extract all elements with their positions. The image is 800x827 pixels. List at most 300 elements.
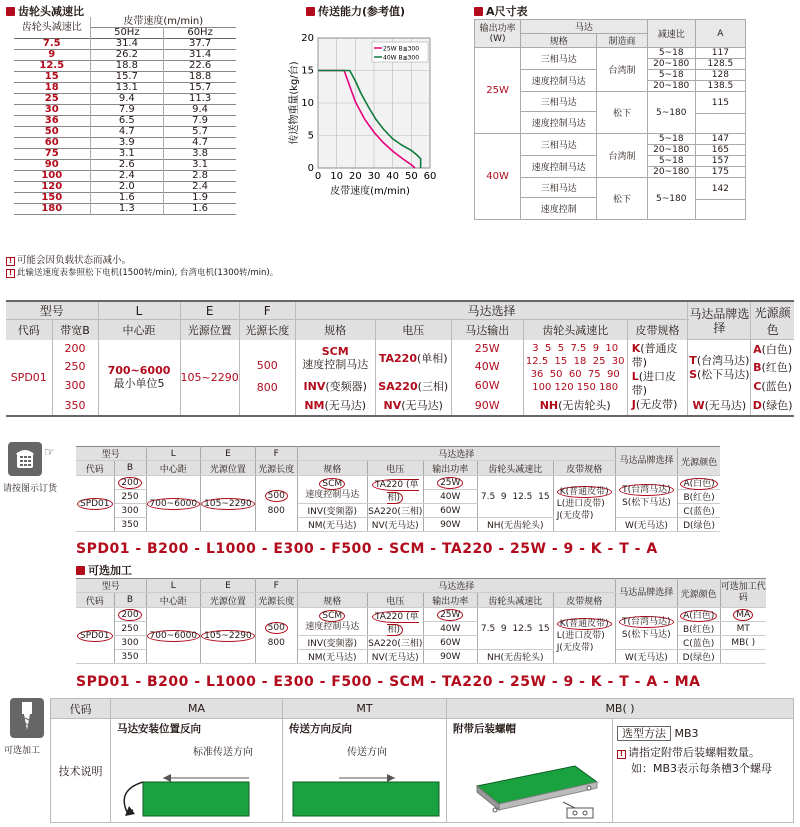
spec-three-phase: 三相马达 bbox=[521, 134, 597, 156]
example-volt: SA220(三相) bbox=[367, 504, 423, 518]
header-code: 代码 bbox=[76, 461, 114, 476]
gear-row bbox=[14, 105, 236, 116]
example-belt-selected: K(普通皮带) bbox=[557, 486, 612, 498]
width-value: 200 bbox=[52, 340, 98, 358]
header-e: E bbox=[180, 301, 239, 320]
gear-ratio: 90 bbox=[14, 160, 90, 171]
belt-speed: 18.8 bbox=[90, 61, 164, 72]
mb-info-cell bbox=[613, 719, 794, 823]
header-l: L bbox=[146, 447, 201, 461]
x-tick-label: 30 bbox=[367, 171, 381, 182]
belt-speed: 31.4 bbox=[90, 39, 164, 50]
maker-taiwan: 台湾制 bbox=[597, 48, 647, 92]
example-output: 40W bbox=[423, 490, 477, 504]
optional-code: MB( ) bbox=[720, 636, 766, 650]
example-width-selected: 200 bbox=[118, 609, 141, 621]
belt-speed: 26.2 bbox=[90, 50, 164, 61]
ratio-row: 3 5 5 7.5 9 10 bbox=[532, 342, 619, 354]
header-f: F bbox=[255, 447, 297, 461]
legend-label: 25W B≦300 bbox=[383, 45, 420, 53]
warning-icon: ! bbox=[617, 750, 626, 759]
model-code: SPD01 bbox=[6, 340, 52, 416]
drill-icon bbox=[10, 698, 44, 738]
gear-ratio: 25 bbox=[14, 94, 90, 105]
gear-ratio: 12.5 bbox=[14, 61, 90, 72]
gear-ratio: 36 bbox=[14, 116, 90, 127]
belt-speed: 5.7 bbox=[192, 126, 209, 138]
belt-speed: 1.6 bbox=[192, 203, 209, 215]
example-l: 700~6000 bbox=[147, 498, 201, 510]
belt-l-desc: (进口皮带) bbox=[631, 370, 677, 397]
header-optional-code: 可选加工代码 bbox=[720, 579, 766, 608]
a-value: 128.5 bbox=[695, 59, 745, 70]
header-f: F bbox=[255, 579, 297, 593]
example-spec: INV(变频器) bbox=[297, 636, 367, 650]
belt-speed: 1.9 bbox=[192, 192, 209, 204]
header-e: E bbox=[201, 447, 256, 461]
x-tick-label: 20 bbox=[348, 171, 362, 182]
gear-ratio: 18 bbox=[14, 83, 90, 94]
belt-speed: 2.4 bbox=[90, 171, 164, 182]
example-width: 250 bbox=[114, 490, 146, 504]
width-value: 350 bbox=[52, 396, 98, 416]
belt-speed: 1.3 bbox=[90, 204, 164, 215]
belt-speed: 37.7 bbox=[188, 38, 212, 50]
example-color: D(绿色) bbox=[678, 518, 720, 532]
process-table bbox=[50, 698, 794, 823]
header-volt: 电压 bbox=[375, 320, 451, 340]
header-spec: 规格 bbox=[521, 34, 597, 48]
square-bullet-icon bbox=[76, 566, 85, 575]
gear-ratio: 75 bbox=[14, 149, 90, 160]
spec-scm: SCM bbox=[321, 344, 349, 358]
example-ratio: 7.5 9 12.5 15 bbox=[480, 491, 550, 502]
optional-code-selected: MA bbox=[733, 609, 753, 621]
gear-row bbox=[14, 182, 236, 193]
y-tick-label: 5 bbox=[307, 130, 314, 142]
example-belt: J(无皮带) bbox=[556, 510, 594, 521]
ratio: 20~180 bbox=[647, 167, 695, 178]
example-table bbox=[76, 446, 720, 532]
example-output-selected: 25W bbox=[437, 609, 463, 621]
spec-speed-control: 速度控制马达 bbox=[521, 70, 597, 92]
gear-row bbox=[14, 94, 236, 105]
ma-title: 马达安装位置反向 bbox=[117, 723, 201, 735]
volt-sa-desc: (三相) bbox=[417, 379, 449, 393]
gear-note-1 bbox=[6, 252, 131, 266]
example-ratio-nh: NH(无齿轮头) bbox=[477, 650, 553, 664]
header-center: 中心距 bbox=[146, 461, 201, 476]
header-center: 中心距 bbox=[146, 593, 201, 608]
belt-speed: 1.6 bbox=[90, 193, 164, 204]
example-spec: INV(变频器) bbox=[297, 504, 367, 518]
ratio: 5~180 bbox=[647, 92, 695, 134]
color-code: D bbox=[752, 399, 762, 412]
brand-t-desc: (台湾马达) bbox=[696, 353, 750, 367]
example-output-selected: 25W bbox=[437, 477, 463, 489]
example-output: 90W bbox=[423, 650, 477, 664]
header-l: L bbox=[146, 579, 201, 593]
example-belt-selected: K(普通皮带) bbox=[557, 618, 612, 630]
x-tick-label: 40 bbox=[386, 171, 400, 182]
example-spec-desc: 速度控制马达 bbox=[305, 489, 360, 500]
output-value: 60W bbox=[451, 376, 523, 396]
a-value: 175 bbox=[695, 167, 745, 178]
color-desc: (蓝色) bbox=[761, 379, 792, 393]
example-width: 300 bbox=[114, 636, 146, 650]
mb-title: 附带后装螺帽 bbox=[453, 723, 516, 735]
volt-sa: SA220 bbox=[378, 379, 418, 393]
ratio-row: 36 50 60 75 90 bbox=[530, 368, 620, 380]
spec-nm-desc: (无马达) bbox=[324, 399, 367, 412]
ratio-row: 100 120 150 180 bbox=[532, 381, 619, 393]
gear-ratio: 150 bbox=[14, 193, 90, 204]
color-code: B bbox=[753, 360, 762, 374]
header-model: 型号 bbox=[76, 447, 146, 461]
example-width: 250 bbox=[114, 622, 146, 636]
gear-note2-text: 此输送速度表参照松下电机(1500转/min), 台湾电机(1300转/min)。 bbox=[17, 268, 279, 278]
ratio-nh-desc: (无齿轮头) bbox=[558, 399, 611, 412]
header-speed: 皮带速度(m/min) bbox=[123, 16, 204, 28]
l-range: 700~6000 bbox=[107, 364, 171, 377]
width-value: 250 bbox=[52, 358, 98, 376]
mt-cell bbox=[283, 719, 447, 823]
phone-icon bbox=[8, 442, 42, 476]
x-tick-label: 10 bbox=[330, 171, 344, 182]
y-tick-label: 10 bbox=[301, 98, 314, 109]
example-volt: SA220(三相) bbox=[367, 636, 423, 650]
a-value: 117 bbox=[695, 48, 745, 59]
example-code: SPD01 bbox=[77, 498, 113, 510]
example-volt: NV(无马达) bbox=[367, 650, 423, 664]
gear-ratio: 120 bbox=[14, 182, 90, 193]
example-spec-desc: 速度控制马达 bbox=[305, 621, 360, 632]
spec-three-phase: 三相马达 bbox=[521, 178, 597, 198]
header-brand: 马达品牌选择 bbox=[615, 579, 677, 608]
ratio-nh: NH bbox=[539, 399, 559, 412]
header-volt: 电压 bbox=[367, 593, 423, 608]
header-ma: MA bbox=[111, 699, 283, 719]
header-50hz: 50Hz bbox=[90, 28, 164, 39]
belt-speed: 4.7 bbox=[90, 127, 164, 138]
output-value: 25W bbox=[451, 340, 523, 358]
example-brand: W(无马达) bbox=[615, 518, 677, 532]
example-color: B(红色) bbox=[678, 490, 720, 504]
belt-speed: 2.8 bbox=[192, 170, 209, 182]
example-output: 60W bbox=[423, 504, 477, 518]
ratio: 5~18 bbox=[647, 134, 695, 145]
example-ratio: 7.5 9 12.5 15 bbox=[480, 623, 550, 634]
header-power: 输出功率(W) bbox=[475, 20, 521, 48]
capacity-title: 传送能力(参考值) bbox=[318, 5, 406, 18]
gear-ratio: 9 bbox=[14, 50, 90, 61]
ratio: 5~18 bbox=[647, 156, 695, 167]
optional-code: MT bbox=[720, 622, 766, 636]
header-ratio: 减速比 bbox=[647, 20, 695, 48]
example-e: 105~2290 bbox=[201, 498, 255, 510]
belt-speed: 7.9 bbox=[90, 105, 164, 116]
belt-speed: 18.8 bbox=[188, 71, 212, 83]
header-model: 型号 bbox=[76, 579, 146, 593]
spec-speed-control: 速度控制马达 bbox=[521, 112, 597, 134]
y-tick-label: 0 bbox=[307, 163, 314, 174]
header-light-pos: 光源位置 bbox=[180, 320, 239, 340]
belt-speed: 2.0 bbox=[90, 182, 164, 193]
size-table bbox=[474, 19, 746, 220]
header-b: B bbox=[114, 461, 146, 476]
mt-title: 传送方向反向 bbox=[289, 723, 352, 735]
f-value: 800 bbox=[256, 381, 278, 394]
header-volt: 电压 bbox=[367, 461, 423, 476]
example-volt-selected: TA220 (单相) bbox=[372, 611, 419, 636]
belt-speed: 15.7 bbox=[90, 72, 164, 83]
gear-row bbox=[14, 50, 236, 61]
example-brand: W(无马达) bbox=[615, 650, 677, 664]
maker-panasonic: 松下 bbox=[597, 92, 647, 134]
header-width: 带宽B bbox=[52, 320, 98, 340]
example-brand: S(松下马达) bbox=[622, 497, 671, 508]
example-code-line: SPD01 - B200 - L1000 - E300 - F500 - SCM - TA220 - 25W - 9 - K - T - A bbox=[76, 541, 658, 557]
header-b: B bbox=[114, 593, 146, 608]
main-spec-table bbox=[6, 300, 794, 417]
belt-speed: 6.5 bbox=[90, 116, 164, 127]
header-motor-select: 马达选择 bbox=[297, 579, 615, 593]
brand-t: T bbox=[689, 353, 697, 367]
header-mb: MB( ) bbox=[447, 699, 794, 719]
e-range: 105~2290 bbox=[180, 340, 239, 416]
belt-k-desc: (普通皮带) bbox=[631, 342, 678, 369]
example-volt-selected: TA220 (单相) bbox=[372, 479, 419, 504]
optional-table bbox=[76, 578, 766, 664]
capacity-chart bbox=[282, 18, 442, 208]
example-output: 90W bbox=[423, 518, 477, 532]
belt-j: J bbox=[631, 398, 636, 411]
output-value: 40W bbox=[451, 358, 523, 376]
example-color-selected: A(白色) bbox=[680, 478, 717, 490]
a-value: 115 bbox=[695, 92, 745, 114]
brand-w-desc: (无马达) bbox=[704, 399, 747, 412]
example-belt: J(无皮带) bbox=[556, 642, 594, 653]
spec-inv: INV bbox=[303, 379, 326, 393]
belt-speed: 22.6 bbox=[188, 60, 212, 72]
width-value: 300 bbox=[52, 376, 98, 396]
example-width-selected: 200 bbox=[118, 477, 141, 489]
example-code: SPD01 bbox=[77, 630, 113, 642]
belt-k: K bbox=[631, 342, 641, 355]
header-maker: 制造商 bbox=[597, 34, 647, 48]
gear-row bbox=[14, 116, 236, 127]
brand-s-desc: (松下马达) bbox=[697, 367, 750, 381]
header-light-pos: 光源位置 bbox=[201, 593, 256, 608]
gear-row bbox=[14, 83, 236, 94]
header-brand: 马达品牌选择 bbox=[688, 301, 751, 340]
example-color-selected: A(白色) bbox=[680, 610, 717, 622]
color-code: A bbox=[753, 342, 762, 356]
header-color: 光源颜色 bbox=[751, 301, 794, 340]
maker-panasonic: 松下 bbox=[597, 178, 647, 220]
gear-note1-text: 可能会因负载状态而减小。 bbox=[17, 255, 132, 266]
example-width: 350 bbox=[114, 518, 146, 532]
ma-arrow-label: 标准传送方向 bbox=[193, 747, 253, 758]
example-spec-selected: SCM bbox=[319, 610, 345, 622]
belt-speed: 15.7 bbox=[188, 82, 212, 94]
header-light-pos: 光源位置 bbox=[201, 461, 256, 476]
a-value: 157 bbox=[695, 156, 745, 167]
mb-diagram bbox=[447, 738, 611, 822]
gear-speed-table bbox=[14, 17, 236, 215]
header-light-len: 光源长度 bbox=[239, 320, 295, 340]
header-f: F bbox=[239, 301, 295, 320]
y-tick-label: 15 bbox=[301, 65, 314, 77]
gear-ratio: 15 bbox=[14, 72, 90, 83]
gear-note-2 bbox=[6, 266, 278, 278]
header-brand: 马达品牌选择 bbox=[615, 447, 677, 476]
spec-three-phase: 三相马达 bbox=[521, 92, 597, 112]
header-output: 马达输出 bbox=[451, 320, 523, 340]
gear-row bbox=[14, 72, 236, 83]
selection-method-value: MB3 bbox=[674, 727, 699, 740]
l-unit: 最小单位5 bbox=[113, 377, 165, 390]
example-volt: NV(无马达) bbox=[367, 518, 423, 532]
square-bullet-icon bbox=[474, 7, 483, 16]
gear-ratio: 100 bbox=[14, 171, 90, 182]
tech-desc-label: 技术说明 bbox=[51, 719, 111, 823]
header-color: 光源颜色 bbox=[677, 579, 720, 608]
warning-icon: ! bbox=[6, 257, 15, 266]
belt-l: L bbox=[631, 370, 639, 383]
example-output: 40W bbox=[423, 622, 477, 636]
header-ratio: 齿轮头减速比 bbox=[477, 593, 553, 608]
ratio: 5~18 bbox=[647, 70, 695, 81]
square-bullet-icon bbox=[6, 7, 15, 16]
belt-speed: 3.9 bbox=[90, 138, 164, 149]
example-f: 800 bbox=[267, 505, 285, 516]
header-output: 输出功率 bbox=[423, 461, 477, 476]
volt-nv-desc: (无马达) bbox=[401, 399, 443, 412]
example-e: 105~2290 bbox=[201, 630, 255, 642]
example-belt: L(进口皮带) bbox=[556, 498, 605, 509]
a-value: 128 bbox=[695, 70, 745, 81]
gear-row bbox=[14, 39, 236, 50]
spec-three-phase: 三相马达 bbox=[521, 48, 597, 70]
belt-speed: 13.1 bbox=[90, 83, 164, 94]
spec-scm-desc: 速度控制马达 bbox=[302, 357, 369, 371]
capacity-section-title bbox=[306, 3, 405, 19]
header-l: L bbox=[98, 301, 180, 320]
ratio: 5~180 bbox=[647, 178, 695, 220]
belt-speed: 3.1 bbox=[192, 159, 209, 171]
example-output: 60W bbox=[423, 636, 477, 650]
belt-speed: 9.4 bbox=[90, 94, 164, 105]
example-f-selected: 500 bbox=[265, 622, 288, 634]
optional-code-line: SPD01 - B200 - L1000 - E300 - F500 - SCM - TA220 - 25W - 9 - K - T - A - MA bbox=[76, 674, 701, 690]
spec-speed-control: 速度控制 bbox=[521, 198, 597, 220]
volt-ta: TA220 bbox=[378, 351, 417, 365]
belt-speed: 3.1 bbox=[90, 149, 164, 160]
brand-w: W bbox=[692, 399, 705, 412]
optional-title: 可选加工 bbox=[88, 564, 132, 577]
mb-note1: 请指定附带后装螺帽数量。 bbox=[628, 746, 760, 759]
gear-row bbox=[14, 149, 236, 160]
ratio: 20~180 bbox=[647, 145, 695, 156]
example-color: B(红色) bbox=[677, 622, 720, 636]
pointing-hand-icon: ☞ bbox=[44, 445, 55, 459]
belt-j-desc: (无皮带) bbox=[635, 398, 678, 411]
belt-speed: 9.4 bbox=[192, 104, 209, 116]
color-desc: (红色) bbox=[761, 360, 793, 374]
example-width: 350 bbox=[114, 650, 146, 664]
example-color: C(蓝色) bbox=[677, 636, 720, 650]
gear-title: 齿轮头减速比 bbox=[18, 5, 84, 18]
square-bullet-icon bbox=[306, 7, 315, 16]
power-40w: 40W bbox=[475, 134, 521, 220]
gear-ratio: 50 bbox=[14, 127, 90, 138]
x-tick-label: 0 bbox=[314, 171, 322, 182]
x-tick-label: 60 bbox=[423, 171, 437, 182]
example-l: 700~6000 bbox=[147, 630, 201, 642]
header-light-len: 光源长度 bbox=[255, 593, 297, 608]
ratio-row: 12.5 15 18 25 30 bbox=[525, 355, 625, 367]
warning-icon: ! bbox=[6, 269, 15, 278]
ma-cell bbox=[111, 719, 283, 823]
order-hint-label: 请按图示订货 bbox=[3, 484, 58, 494]
gear-ratio: 60 bbox=[14, 138, 90, 149]
optional-side-label: 可选加工 bbox=[4, 746, 41, 756]
gear-ratio: 7.5 bbox=[14, 39, 90, 50]
header-ratio: 齿轮头减速比 bbox=[14, 17, 90, 39]
mt-arrow-label: 传送方向 bbox=[347, 747, 387, 758]
belt-speed: 3.8 bbox=[192, 148, 209, 160]
legend-label: 40W B≦300 bbox=[383, 54, 420, 62]
a-value: 165 bbox=[695, 145, 745, 156]
header-code: 代码 bbox=[51, 699, 111, 719]
f-value: 500 bbox=[256, 359, 278, 372]
header-spec: 规格 bbox=[297, 461, 367, 476]
a-value: 138.5 bbox=[695, 81, 745, 92]
a-value: 142 bbox=[695, 178, 745, 200]
header-spec: 规格 bbox=[297, 593, 367, 608]
header-color: 光源颜色 bbox=[678, 447, 720, 476]
header-mt: MT bbox=[283, 699, 447, 719]
header-model: 型号 bbox=[6, 301, 98, 320]
spec-inv-desc: (变频器) bbox=[325, 379, 367, 393]
header-ratio: 齿轮头减速比 bbox=[477, 461, 553, 476]
header-belt: 皮带规格 bbox=[553, 593, 615, 608]
gear-ratio: 180 bbox=[14, 204, 90, 215]
gear-row bbox=[14, 127, 236, 138]
x-axis-label: 皮带速度(m/min) bbox=[330, 186, 410, 197]
x-tick-label: 50 bbox=[404, 171, 418, 182]
belt-speed: 2.4 bbox=[192, 181, 209, 193]
example-brand-selected: T(台湾马达) bbox=[619, 484, 674, 496]
gear-row bbox=[14, 61, 236, 72]
gear-row bbox=[14, 138, 236, 149]
y-axis-label: 传送物重量(kg/台) bbox=[289, 61, 300, 145]
belt-speed: 31.4 bbox=[188, 49, 212, 61]
example-belt: L(进口皮带) bbox=[556, 630, 605, 641]
header-ratio: 齿轮头减速比 bbox=[523, 320, 627, 340]
spec-nm: NM bbox=[304, 399, 325, 412]
ratio: 20~180 bbox=[647, 81, 695, 92]
gear-row bbox=[14, 193, 236, 204]
belt-speed: 11.3 bbox=[188, 93, 212, 105]
header-code: 代码 bbox=[6, 320, 52, 340]
example-ratio-nh: NH(无齿轮头) bbox=[477, 518, 553, 532]
example-spec: NM(无马达) bbox=[297, 650, 367, 664]
color-desc: (白色) bbox=[761, 342, 793, 356]
a-value: 147 bbox=[695, 134, 745, 145]
header-output: 输出功率 bbox=[423, 593, 477, 608]
